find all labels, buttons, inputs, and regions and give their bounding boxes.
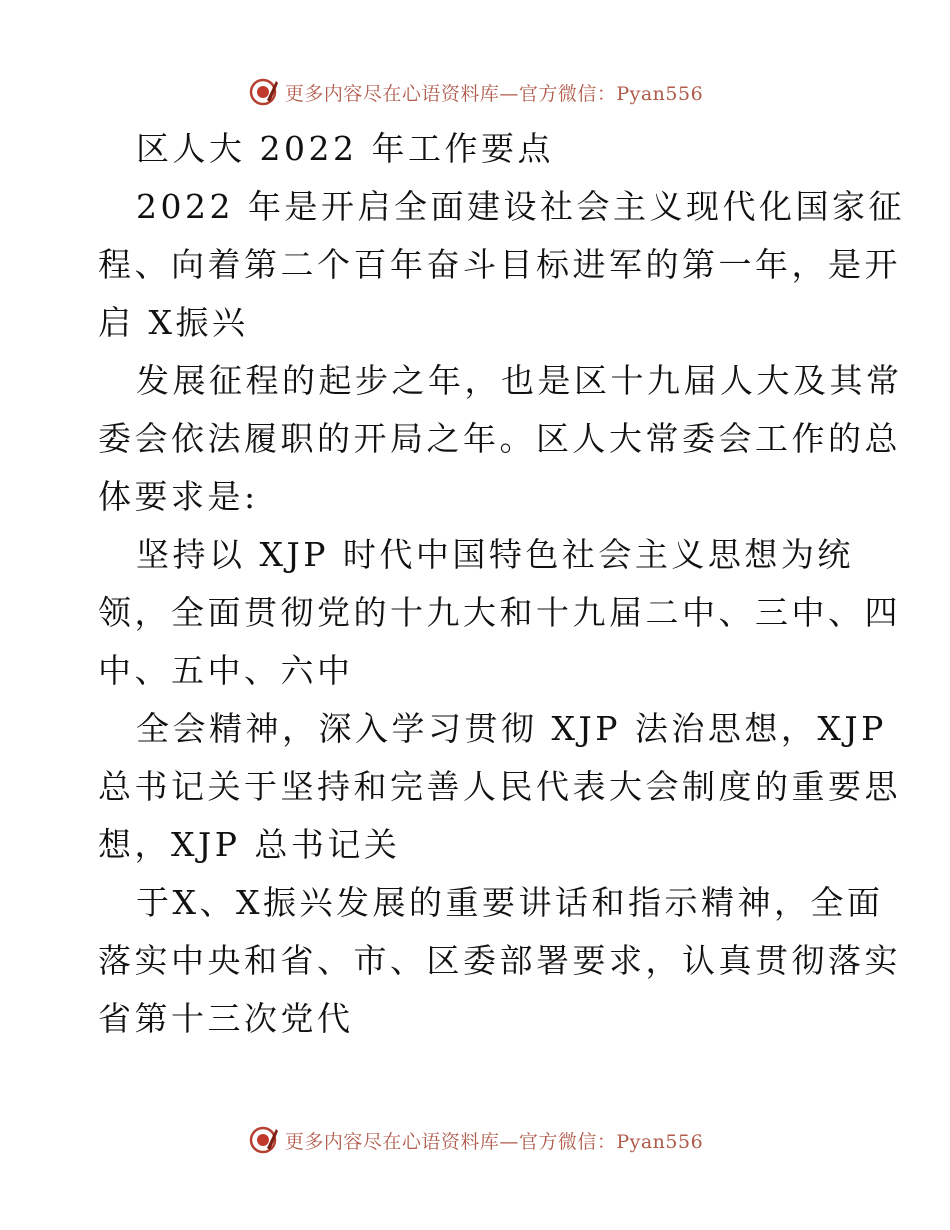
paragraph-line: 于X、X振兴发展的重要讲话和指示精神，全面 <box>136 883 884 922</box>
paragraph-line: 总书记关于坚持和完善人民代表大会制度的重要思 <box>98 767 901 806</box>
paragraph-line: 领，全面贯彻党的十九大和十九届二中、三中、四 <box>98 593 901 632</box>
paragraph-line: 全会精神，深入学习贯彻 XJP 法治思想，XJP <box>136 709 887 748</box>
watermark-text: 更多内容尽在心语资料库—官方微信：Pyan556 <box>284 1130 704 1153</box>
paragraph-line: 落实中央和省、市、区委部署要求，认真贯彻落实 <box>98 941 901 980</box>
watermark-text: 更多内容尽在心语资料库—官方微信：Pyan556 <box>284 82 704 105</box>
pen-logo-icon <box>247 76 279 108</box>
paragraph-line: 委会依法履职的开局之年。区人大常委会工作的总 <box>98 419 901 458</box>
document-title: 区人大 2022 年工作要点 <box>136 129 554 168</box>
paragraph-line: 中、五中、六中 <box>98 651 354 690</box>
paragraph-line: 省第十三次党代 <box>98 999 354 1038</box>
paragraph-line: 发展征程的起步之年，也是区十九届人大及其常 <box>136 361 903 400</box>
paragraph-line: 2022 年是开启全面建设社会主义现代化国家征 <box>136 187 905 226</box>
paragraph-line: 想，XJP 总书记关 <box>98 825 401 864</box>
paragraph-line: 程、向着第二个百年奋斗目标进军的第一年，是开 <box>98 245 901 284</box>
watermark-footer <box>0 1120 950 1160</box>
pen-logo-icon <box>247 1124 279 1156</box>
watermark-header <box>0 72 950 112</box>
paragraph-line: 启 X振兴 <box>98 303 249 342</box>
paragraph-line: 坚持以 XJP 时代中国特色社会主义思想为统 <box>136 535 854 574</box>
paragraph-line: 体要求是: <box>98 477 259 516</box>
